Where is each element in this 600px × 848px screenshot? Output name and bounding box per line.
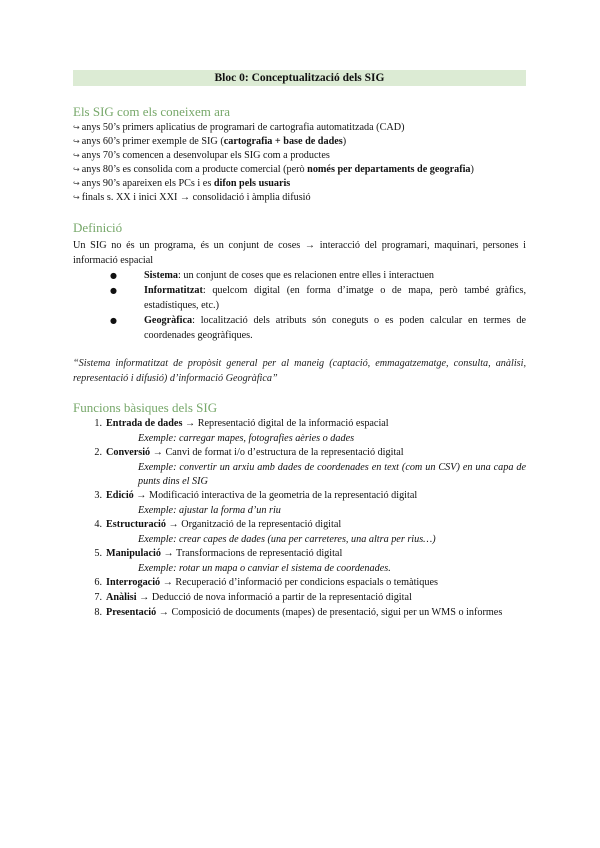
function-item: 3. Edició → Modificació interactiva de la geometria de la representació digital Exemple: ajustar la forma d’un riu <box>106 489 526 518</box>
function-example: Exemple: carregar mapes, fotografies aèries o dades <box>138 432 355 444</box>
definition-bullet: ● Sistema: un conjunt de coses que es relacionen entre elles i interactuen <box>110 270 434 281</box>
curved-arrow-icon: ↪ <box>73 137 80 146</box>
function-item: 1. Entrada de dades → Representació digital de la informació espacial Exemple: carregar mapes, fotografies aèries o dades <box>106 417 526 446</box>
curved-arrow-icon: ↪ <box>73 123 80 132</box>
function-item: 7. Anàlisi → Deducció de nova informació a partir de la representació digital <box>94 592 412 603</box>
definition-intro: Un SIG no és un programa, és un conjunt de coses → interacció del programari, maquinari, persones i informació espacial <box>73 240 526 266</box>
definition-bullet: ● Geogràfica: localització dels atributs són coneguts o es poden calcular en termes de coordenades geogràfiques. <box>110 315 526 341</box>
curved-arrow-icon: ↪ <box>73 151 80 160</box>
history-item: ↪ anys 90’s apareixen els PCs i es difon pels usuaris <box>73 178 291 189</box>
definition-bullet: ● Informatitzat: quelcom digital (en forma d’imatge o de mapa, però també gràfics, estadístiques, etc.) <box>110 285 526 311</box>
page-title: Bloc 0: Conceptualització dels SIG <box>73 70 526 86</box>
history-item: ↪ finals s. XX i inici XXI → consolidació i àmplia difusió <box>73 192 311 203</box>
function-item: 8. Presentació → Composició de documents (mapes) de presentació, sigui per un WMS o informes <box>94 607 503 618</box>
bullet-icon: ● <box>110 316 117 325</box>
history-item: ↪ anys 60’s primer exemple de SIG (cartografia + base de dades) <box>73 136 347 147</box>
history-item: ↪ anys 80’s es consolida com a producte comercial (però només per departaments de geografia) <box>73 164 474 175</box>
function-example: Exemple: rotar un mapa o canviar el sistema de coordenades. <box>138 562 391 574</box>
section-heading-functions: Funcions bàsiques dels SIG <box>73 400 218 415</box>
bullet-icon: ● <box>110 271 117 280</box>
curved-arrow-icon: ↪ <box>73 179 80 188</box>
bullet-icon: ● <box>110 286 117 295</box>
function-item: 4. Estructuració → Organització de la representació digital Exemple: crear capes de dades (una per carreteres, una altra per rius…) <box>106 518 526 547</box>
function-example: Exemple: convertir un arxiu amb dades de coordenades en text (com un CSV) en una capa de punts dins el SIG <box>138 461 526 487</box>
curved-arrow-icon: ↪ <box>73 193 80 202</box>
section-heading-definition: Definició <box>73 220 123 235</box>
section-heading-history: Els SIG com els coneixem ara <box>73 104 231 119</box>
function-item: 2. Conversió → Canvi de format i/o d’estructura de la representació digital Exemple: convertir un arxiu amb dades de coordenades en text (com un CSV) en una capa de punts dins el SIG <box>106 446 526 490</box>
function-item: 5. Manipulació → Transformacions de representació digital Exemple: rotar un mapa o canviar el sistema de coordenades. <box>106 547 526 576</box>
history-item: ↪ anys 50’s primers aplicatius de programari de cartografia automatitzada (CAD) <box>73 122 405 133</box>
definition-quote: “Sistema informatitzat de propòsit general per al maneig (captació, emmagatzematge, consulta, anàlisi, representació i difusió) d’informació Geogràfica” <box>73 358 526 384</box>
history-item: ↪ anys 70’s comencen a desenvolupar els SIG com a productes <box>73 150 330 161</box>
function-example: Exemple: ajustar la forma d’un riu <box>138 504 281 516</box>
curved-arrow-icon: ↪ <box>73 165 80 174</box>
function-example: Exemple: crear capes de dades (una per carreteres, una altra per rius…) <box>138 533 436 545</box>
function-item: 6. Interrogació → Recuperació d’informació per condicions espacials o temàtiques <box>94 577 438 588</box>
